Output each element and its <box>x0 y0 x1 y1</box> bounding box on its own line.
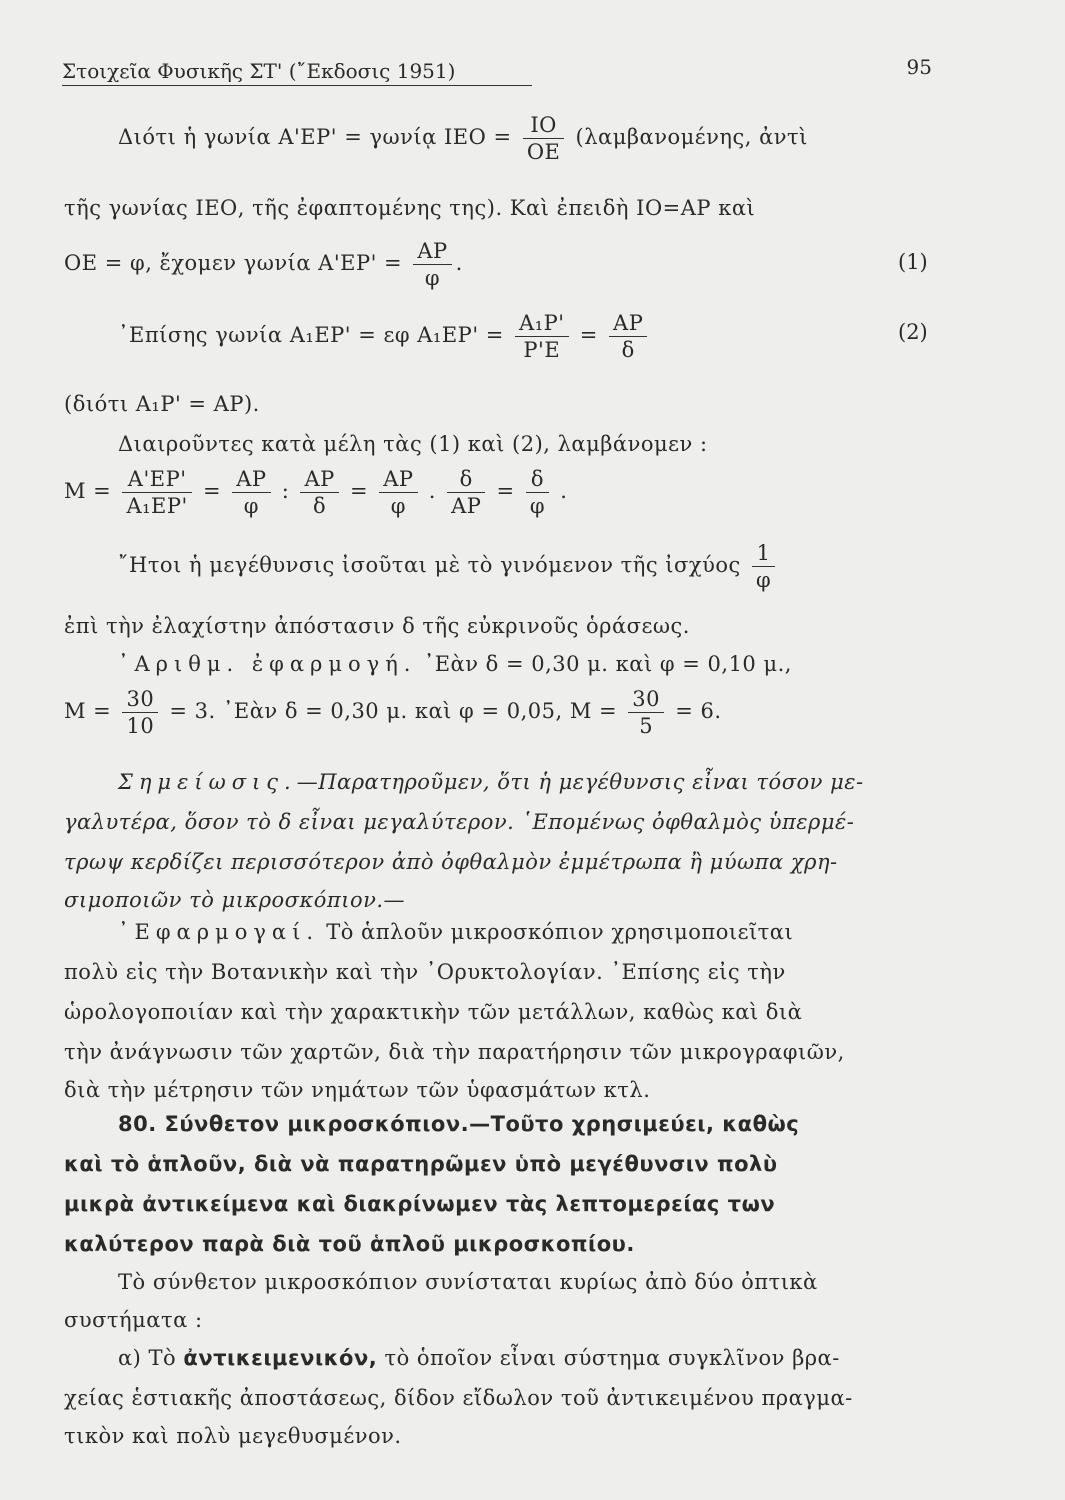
equation-line: Μ = $\frac{A'EP'}{\text{Α₁ΕΡ'}}$ = $\frac{AP}{\varphi}$ : $\frac{AP}{\delta}$ = $\frac{AP}{\varphi}$ . $\frac{\delta}{AP}$ = $\frac{\delta}{\varphi}$ . <box>64 467 568 518</box>
text-line: τὴν ἀνάγνωσιν τῶν χαρτῶν, διὰ τὴν παρατήρησιν τῶν μικρογραφιῶν, <box>64 1040 845 1064</box>
section-text: καὶ τὸ ἁπλοῦν, διὰ νὰ παρατηρῶμεν ὑπὸ μεγέθυνσιν πολὺ <box>64 1152 778 1176</box>
text-line: πολὺ εἰς τὴν Βοτανικὴν καὶ τὴν ᾿Ορυκτολογίαν. ᾿Επίσης εἰς τὴν <box>64 960 786 984</box>
section-text: καλύτερον παρὰ διὰ τοῦ ἁπλοῦ μικροσκοπίου. <box>64 1232 635 1256</box>
text-span: ῎Ητοι ἡ μεγέθυνσις ἰσοῦται μὲ τὸ γινόμενον τῆς ἰσχύος <box>118 553 741 577</box>
fraction: $\frac{30}{10}$ <box>122 686 158 739</box>
equation-number: (2) <box>898 320 928 344</box>
text-line: ἐπὶ τὴν ἐλαχίστην ἀπόστασιν δ τῆς εὐκρινοῦς ὁράσεως. <box>64 614 690 638</box>
section-heading: 80. Σύνθετον μικροσκόπιον.—Τοῦτο χρησιμεύει, καθὼς <box>118 1112 800 1136</box>
section-text: μικρὰ ἀντικείμενα καὶ διακρίνωμεν τὰς λεπτομερείας των <box>64 1192 776 1216</box>
text-line: χείας ἑστιακῆς ἀποστάσεως, δίδον εἴδωλον τοῦ ἀντικειμένου πραγμα- <box>64 1386 853 1410</box>
text-line: ᾿Εφαρμογαί. Τὸ ἁπλοῦν μικροσκόπιον χρησιμοποιεῖται <box>118 920 794 944</box>
fraction: $\frac{IO}{OE}$ <box>523 112 565 165</box>
running-header <box>62 55 932 87</box>
note-line: τρωψ κερδίζει περισσότερον ἀπὸ ὀφθαλμὸν ἐμμέτρωπα ἢ μύωπα χρη- <box>64 850 838 874</box>
fraction: $\frac{\text{Α₁Ρ'}}{P'E}$ <box>515 310 569 363</box>
fraction: $\frac{\delta}{\varphi}$ <box>526 466 549 519</box>
fraction: $\frac{1}{\varphi}$ <box>752 540 775 593</box>
text-span: ᾿Εὰν δ = 0,30 μ. καὶ φ = 0,10 μ., <box>423 652 792 676</box>
fraction: $\frac{AP}{\varphi}$ <box>413 238 451 291</box>
text-line: συστήματα : <box>64 1308 203 1332</box>
fraction: $\frac{\delta}{AP}$ <box>447 466 485 519</box>
text-line: τικὸν καὶ πολὺ μεγεθυσμένον. <box>64 1424 402 1448</box>
fraction: $\frac{AP}{\varphi}$ <box>232 466 270 519</box>
equation-number: (1) <box>898 250 928 274</box>
note-line: Σημείωσις.—Παρατηροῦμεν, ὅτι ἡ μεγέθυνσις εἶναι τόσον με- <box>118 770 864 794</box>
header-rule <box>62 85 532 86</box>
text-line: α) Τὸ ἀντικειμενικόν, τὸ ὁποῖον εἶναι σύστημα συγκλῖνον βρα- <box>118 1346 840 1370</box>
text-line: τῆς γωνίας ΙΕΟ, τῆς ἐφαπτομένης της). Καὶ ἐπειδὴ ΙΟ=ΑΡ καὶ <box>64 196 756 220</box>
text-line <box>118 112 808 165</box>
text-line: διὰ τὴν μέτρησιν τῶν νημάτων τῶν ὑφασμάτων κτλ. <box>64 1078 651 1102</box>
page-number: 95 <box>906 55 932 79</box>
text-span: Διότι ἡ γωνία Α'ΕΡ' = γωνίᾳ ΙΕΟ = <box>118 125 512 149</box>
equation-line: Μ = $\frac{30}{10}$ = 3. ᾿Εὰν δ = 0,30 μ. καὶ φ = 0,05, Μ = $\frac{30}{5}$ = 6. <box>64 687 722 738</box>
text-line: ΟΕ = φ, ἔχομεν γωνία Α'ΕΡ' = $\frac{AP}{\varphi}$ . <box>64 239 463 290</box>
fraction: $\frac{30}{5}$ <box>628 686 664 739</box>
text-span: (λαμβανομένης, ἀντὶ <box>575 125 808 149</box>
note-line: σιμοποιῶν τὸ μικροσκόπιον.— <box>64 888 406 912</box>
text-line: Τὸ σύνθετον μικροσκόπιον συνίσταται κυρίως ἀπὸ δύο ὀπτικὰ <box>118 1270 818 1294</box>
text-span: ΟΕ = φ, ἔχομεν γωνία Α'ΕΡ' = <box>64 251 403 275</box>
text-line: (διότι Α₁Ρ' = ΑΡ). <box>64 392 260 416</box>
text-line: ᾿Επίσης γωνία Α₁ΕΡ' = εφ Α₁ΕΡ' = $\frac{\text{Α₁Ρ'}}{P'E}$ = $\frac{AP}{\delta}$ <box>118 310 651 363</box>
text-line <box>118 652 792 676</box>
header-title: Στοιχεῖα Φυσικῆς ΣΤ' (῎Εκδοσις 1951) <box>62 59 456 83</box>
fraction: $\frac{AP}{\varphi}$ <box>379 466 417 519</box>
text-line: ὡρολογοποιίαν καὶ τὴν χαρακτικὴν τῶν μετάλλων, καθὼς καὶ διὰ <box>64 1000 803 1024</box>
text-span: ᾿Αριθμ. ἐφαρμογή. <box>118 652 417 676</box>
text-line <box>118 540 779 593</box>
note-line: γαλυτέρα, ὅσον τὸ δ εἶναι μεγαλύτερον. ῾Επομένως ὀφθαλμὸς ὑπερμέ- <box>64 810 855 834</box>
fraction: $\frac{AP}{\delta}$ <box>609 310 647 363</box>
fraction: $\frac{A'EP'}{\text{Α₁ΕΡ'}}$ <box>122 466 191 519</box>
text-span: ᾿Επίσης γωνία Α₁ΕΡ' = εφ Α₁ΕΡ' = <box>118 323 504 347</box>
text-line: Διαιροῦντες κατὰ μέλη τὰς (1) καὶ (2), λαμβάνομεν : <box>118 432 708 456</box>
fraction: $\frac{AP}{\delta}$ <box>300 466 338 519</box>
